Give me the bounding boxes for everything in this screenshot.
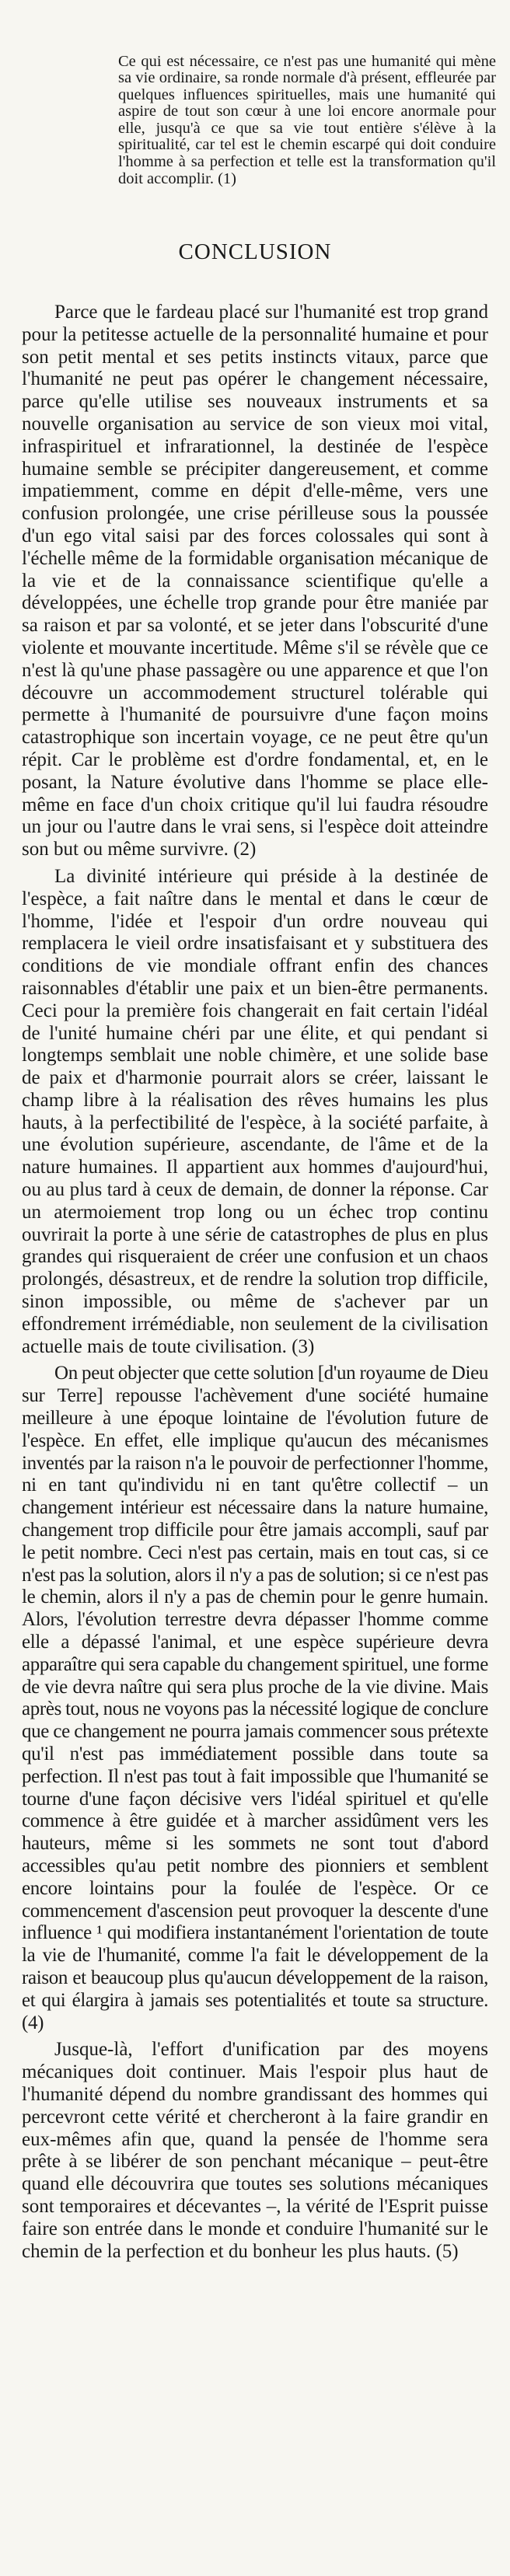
- epigraph-quote: Ce qui est nécessaire, ce n'est pas une humanité qui mène sa vie ordinaire, sa ronde normale d'à présent, effleurée par quelques influences spirituelles, mais une humanité qui aspire de tout son cœur à une loi encore anormale pour elle, jusqu'à ce que sa vie tout entière s'élève à la spiritualité, car tel est le chemin escarpé qui doit conduire l'homme à sa perfection et telle est la transformation qu'il doit accomplir. (1): [118, 52, 496, 187]
- section-heading: CONCLUSION: [178, 239, 332, 264]
- paragraph-3: On peut objecter que cette solution [d'un royaume de Dieu sur Terre] repousse l'achèvement d'une société humaine meilleure à une époque lointaine de l'évolution future de l'espèce. En effet, elle implique qu'aucun des mécanismes inventés par la raison n'a le pouvoir de perfectionner l'homme, ni en tant qu'individu ni en tant qu'être collectif – un changement intérieur est nécessaire dans la nature humaine, changement trop difficile pour être jamais accompli, sauf par le petit nombre. Ceci n'est pas certain, mais en tout cas, si ce n'est pas la solution, alors il n'y a pas de solution; si ce n'est pas le chemin, alors il n'y a pas de chemin pour le genre humain. Alors, l'évolution terrestre devra dépasser l'homme comme elle a dépassé l'animal, et une espèce supérieure devra apparaître qui sera capable du changement spirituel, une forme de vie devra naître qui sera plus proche de la vie divine. Mais après tout, nous ne voyons pas la nécessité logique de conclure que ce changement ne pourra jamais commencer sous prétexte qu'il n'est pas immédiatement possible dans toute sa perfection. Il n'est pas tout à fait impossible que l'humanité se tourne d'une façon décisive vers l'idéal spirituel et qu'elle commence à être guidée et à marcher assidûment vers les hauteurs, même si les sommets ne sont tout d'abord accessibles qu'au petit nombre des pionniers et semblent encore lointains pour la foulée de l'espèce. Or ce commencement d'ascension peut provoquer la descente d'une influence ¹ qui modifiera instantanément l'orientation de toute la vie de l'humanité, comme l'a fait le développement de la raison et beaucoup plus qu'aucun développement de la raison, et qui élargira à jamais ses potentialités et toute sa structure. (4): [22, 1363, 488, 2033]
- paragraph-1: Parce que le fardeau placé sur l'humanité est trop grand pour la petitesse actuelle de la personnalité humaine et pour son petit mental et ses petits instincts vitaux, parce que l'humanité ne peut pas opérer le changement nécessaire, parce qu'elle utilise ses nouveaux instruments et sa nouvelle organisation au service de son vieux moi vital, infraspirituel et infrarationnel, la destinée de l'espèce humaine semble se précipiter dangereusement, et comme impatiemment, comme en dépit d'elle-même, vers une confusion prolongée, une crise périlleuse sous la poussée d'un ego vital saisi par des forces colossales qui sont à l'échelle même de la formidable organisation mécanique de la vie et de la connaissance scientifique qu'elle a développées, une échelle trop grande pour être maniée par sa raison et par sa volonté, et se jeter dans l'obscurité d'une violente et mouvante incertitude. Même s'il se révèle que ce n'est là qu'une phase passagère ou une apparence et que l'on découvre un accommodement structurel tolérable qui permette à l'humanité de poursuivre d'une façon moins catastrophique son incertain voyage, ce ne peut être qu'un répit. Car le problème est d'ordre fondamental, et, en le posant, la Nature évolutive dans l'homme se place elle-même en face d'un choix critique qu'il lui faudra résoudre un jour ou l'autre dans le vrai sens, si l'espèce doit atteindre son but ou même survivre. (2): [22, 302, 488, 860]
- conclusion-body: [22, 302, 488, 2263]
- paragraph-4: Jusque-là, l'effort d'unification par des moyens mécaniques doit continuer. Mais l'espoir plus haut de l'humanité dépend du nombre grandissant des hommes qui percevront cette vérité et chercheront à la faire grandir en eux-mêmes afin que, quand la pensée de l'homme sera prête à se libérer de son penchant mécanique – peut-être quand elle découvrira que toutes ses solutions mécaniques sont temporaires et décevantes –, la vérité de l'Esprit puisse faire son entrée dans le monde et conduire l'humanité sur le chemin de la perfection et du bonheur les plus hauts. (5): [22, 2039, 488, 2262]
- paragraph-2: La divinité intérieure qui préside à la destinée de l'espèce, a fait naître dans le mental et dans le cœur de l'homme, l'idée et l'espoir d'un ordre nouveau qui remplacera le vieil ordre insatisfaisant et y substituera des conditions de vie mondiale offrant enfin des chances raisonnables d'établir une paix et un bien-être permanents. Ceci pour la première fois changerait en fait certain l'idéal de l'unité humaine chéri par une élite, et qui pendant si longtemps semblait une noble chimère, et une solide base de paix et d'harmonie pourrait alors se créer, laissant le champ libre à la réalisation des rêves humains les plus hauts, à la perfectibilité de l'espèce, à la société parfaite, à une évolution supérieure, ascendante, de l'âme et de la nature humaines. Il appartient aux hommes d'aujourd'hui, ou au plus tard à ceux de demain, de donner la réponse. Car un atermoiement trop long ou un échec trop continu ouvrirait la porte à une série de catastrophes de plus en plus grandes qui risqueraient de créer une confusion et un chaos prolongés, désastreux, et de rendre la solution trop difficile, sinon impossible, ou même de s'achever par un effondrement irrémédiable, non seulement de la civilisation actuelle mais de toute civilisation. (3): [22, 865, 488, 1357]
